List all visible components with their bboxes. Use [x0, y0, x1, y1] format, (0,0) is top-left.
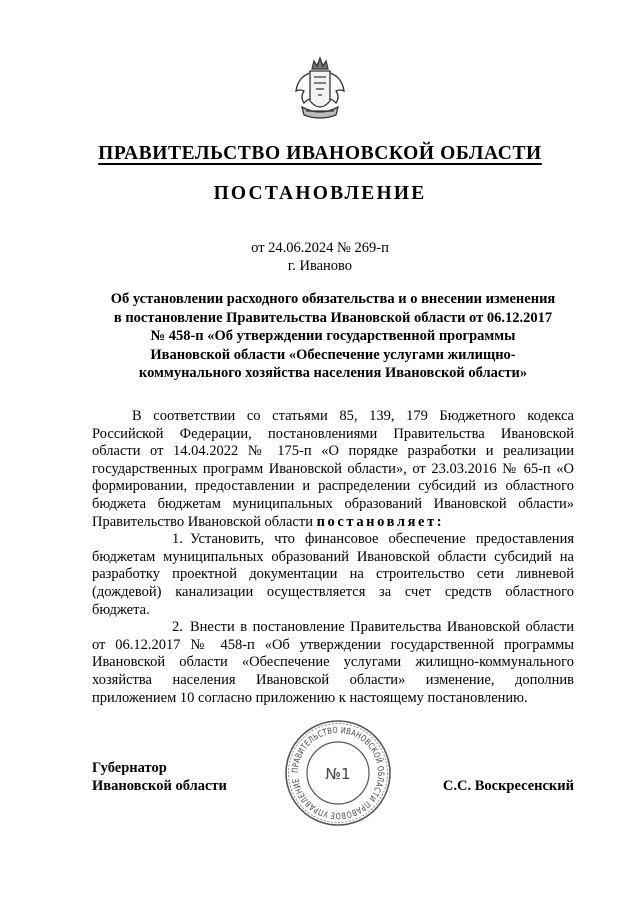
coat-of-arms-emblem [290, 55, 350, 123]
item-text: Установить, что финансовое обеспечение предоставления бюджетам муниципальных образований Ивановской области субсидий на разработку проектной документации на строительство сети ливневой (дождевой) канализации осуществляется за счет средств областного бюджета. [92, 531, 574, 618]
resolves-word: постановляет: [316, 513, 445, 530]
item-number: 1. [172, 531, 183, 548]
subject-line: коммунального хозяйства населения Ивановской области» [138, 365, 528, 381]
signer-position-line: Ивановской области [92, 777, 227, 794]
item-text: Внести в постановление Правительства Ивановской области от 06.12.2017 № 458-п «Об утверждении государственной программы Ивановской области «Обеспечение услугами жилищно-коммунального хозяйства населения Ивановской области» изменение, дополнив приложением 10 согласно приложению к настоящему постановлению. [92, 619, 574, 706]
document-subject [96, 290, 570, 383]
document-city: г. Иваново [287, 258, 353, 274]
stamp-ring-text: ПРАВИТЕЛЬСТВО ИВАНОВСКОЙ ОБЛАСТИ ПРАВОВОЕ УПРАВЛЕНИЕ [290, 725, 386, 821]
signer-position [92, 760, 227, 796]
item-paragraph [92, 619, 574, 707]
item-number: 2. [172, 619, 183, 636]
signer-position-line: Губернатор [92, 760, 167, 776]
subject-line: Ивановской области «Обеспечение услугами жилищно- [150, 346, 516, 363]
subject-line: Об установлении расходного обязательства и о внесении изменения [110, 291, 556, 307]
preamble-text: В соответствии со статьями 85, 139, 179 Бюджетного кодекса Российской Федерации, постановлениями Правительства Ивановской области от 14.04.2022 № 175-п «О порядке разработки и реализации государственных программ Ивановской области», от 23.03.2016 № 65-п «О формировании, предоставлении и распределении субсидий из областного бюджета бюджетам муниципальных образований Ивановской области» Правительство Ивановской области [92, 408, 574, 530]
organization-title: ПРАВИТЕЛЬСТВО ИВАНОВСКОЙ ОБЛАСТИ [98, 143, 542, 164]
subject-line: № 458-п «Об утверждении государственной программы [150, 328, 516, 344]
document-type: ПОСТАНОВЛЕНИЕ [213, 183, 427, 204]
signer-name: С.С. Воскресенский [442, 778, 574, 794]
subject-line: в постановление Правительства Ивановской области от 06.12.2017 [113, 309, 553, 326]
official-stamp [283, 718, 393, 828]
document-body [92, 408, 574, 707]
document-date-number: от 24.06.2024 № 269-п [251, 240, 389, 256]
preamble-paragraph [92, 408, 574, 531]
item-paragraph [92, 531, 574, 619]
stamp-number: №1 [325, 765, 351, 783]
